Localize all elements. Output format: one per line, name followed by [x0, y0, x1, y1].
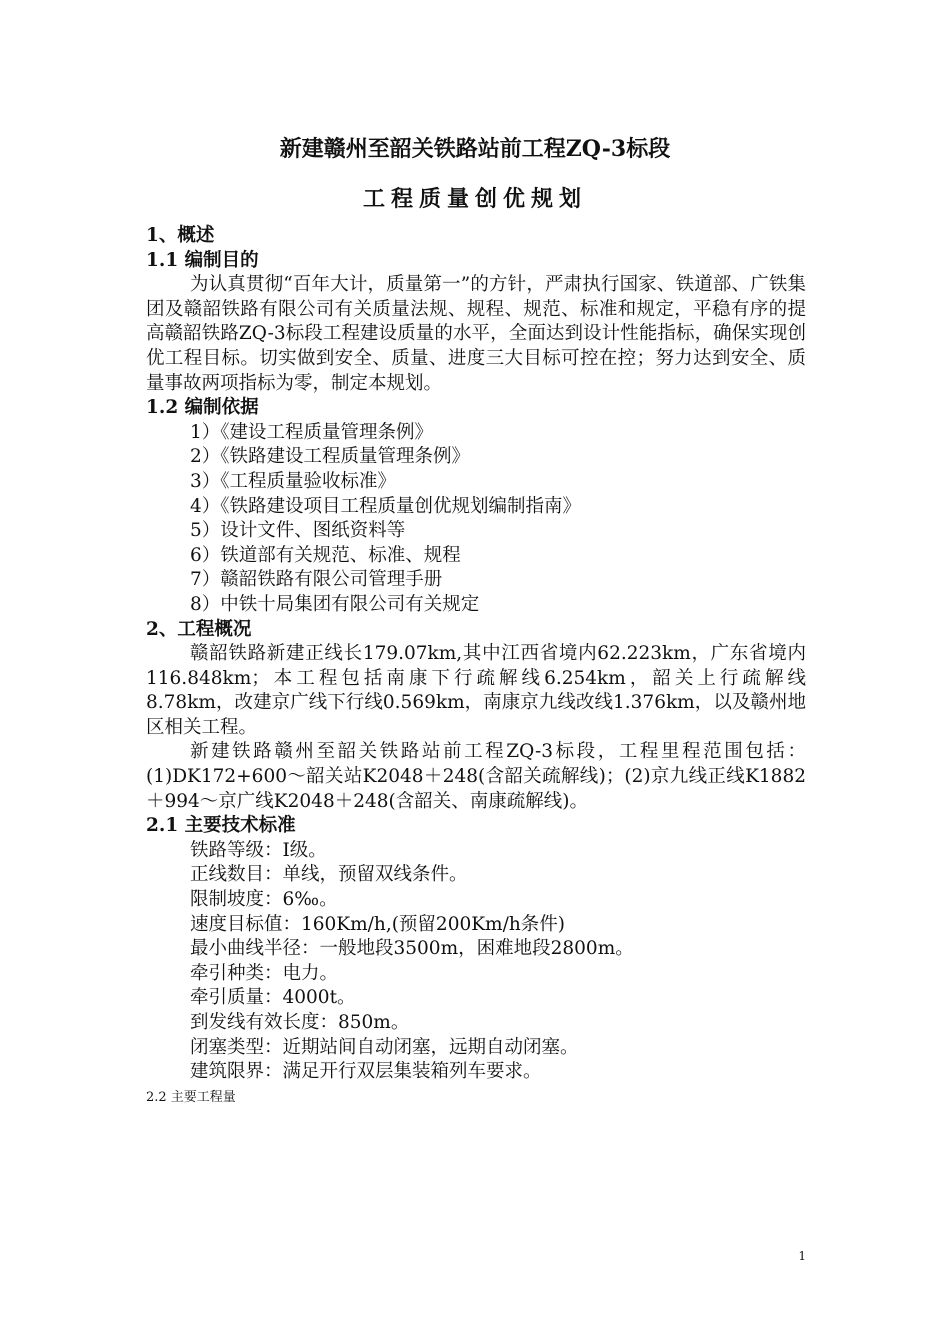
- standard-list-item: 最小曲线半径：一般地段3500m，困难地段2800m。: [190, 938, 634, 960]
- section-heading-tech-standards: 2.1 主要技术标准: [146, 815, 296, 837]
- section-heading-project-overview: 2、工程概况: [146, 618, 252, 640]
- standard-list-item: 闭塞类型：近期站间自动闭塞，远期自动闭塞。: [190, 1036, 579, 1058]
- basis-list-item: 5）设计文件、图纸资料等: [190, 520, 406, 542]
- standard-list-item: 铁路等级：Ⅰ级。: [190, 839, 327, 861]
- document-title: 新建赣州至韶关铁路站前工程ZQ-3标段: [279, 136, 671, 162]
- standard-list-item: 速度目标值：160Km/h,(预留200Km/h条件): [190, 913, 565, 935]
- document-body: [146, 224, 806, 1107]
- basis-list-item: 4）《铁路建设项目工程质量创优规划编制指南》: [190, 495, 582, 517]
- basis-list-item: 8）中铁十局集团有限公司有关规定: [190, 593, 480, 615]
- paragraph-purpose: 为认真贯彻“百年大计，质量第一”的方针，严肃执行国家、铁道部、广铁集团及赣韶铁路有限公司有关质量法规、规程、规范、标准和规定，平稳有序的提高赣韶铁路ZQ-3标段工程建设质量的水平，全面达到设计性能指标，确保实现创优工程目标。切实做到安全、质量、进度三大目标可控在控；努力达到安全、质量事故两项指标为零，制定本规划。: [146, 274, 806, 394]
- paragraph-project-line: 赣韶铁路新建正线长179.07km,其中江西省境内62.223km，广东省境内116.848km；本工程包括南康下行疏解线6.254km，韶关上行疏解线8.78km，改建京广线下行线0.569km，南康京九线改线1.376km，以及赣州地区相关工程。: [146, 643, 806, 738]
- section-heading-quantities: 2.2 主要工程量: [146, 1089, 236, 1105]
- document-subtitle: 工程质量创优规划: [362, 186, 587, 212]
- basis-list-item: 2）《铁路建设工程质量管理条例》: [190, 446, 471, 468]
- paragraph-project-scope: 新建铁路赣州至韶关铁路站前工程ZQ-3标段，工程里程范围包括：(1)DK172+600～韶关站K2048＋248(含韶关疏解线)；(2)京九线正线K1882＋994～京广线K2048＋248(含韶关、南康疏解线)。: [146, 741, 806, 812]
- standard-list-item: 到发线有效长度：850m。: [190, 1012, 410, 1033]
- basis-list-item: 6）铁道部有关规范、标准、规程: [190, 544, 461, 566]
- standard-list-item: 牵引种类：电力。: [190, 962, 339, 984]
- section-heading-basis: 1.2 编制依据: [146, 397, 259, 419]
- page-number: 1: [798, 1249, 806, 1263]
- basis-list-item: 3）《工程质量验收标准》: [190, 470, 397, 492]
- standard-list-item: 牵引质量：4000t。: [190, 987, 356, 1009]
- basis-list-item: 7）赣韶铁路有限公司管理手册: [190, 569, 443, 591]
- standard-list-item: 正线数目：单线，预留双线条件。: [190, 864, 468, 886]
- basis-list-item: 1）《建设工程质量管理条例》: [190, 421, 434, 443]
- standard-list-item: 限制坡度：6‰。: [190, 889, 338, 911]
- standard-list-item: 建筑限界：满足开行双层集装箱列车要求。: [190, 1061, 542, 1083]
- section-heading-overview: 1、概述: [146, 225, 215, 246]
- section-heading-purpose: 1.1 编制目的: [146, 249, 259, 271]
